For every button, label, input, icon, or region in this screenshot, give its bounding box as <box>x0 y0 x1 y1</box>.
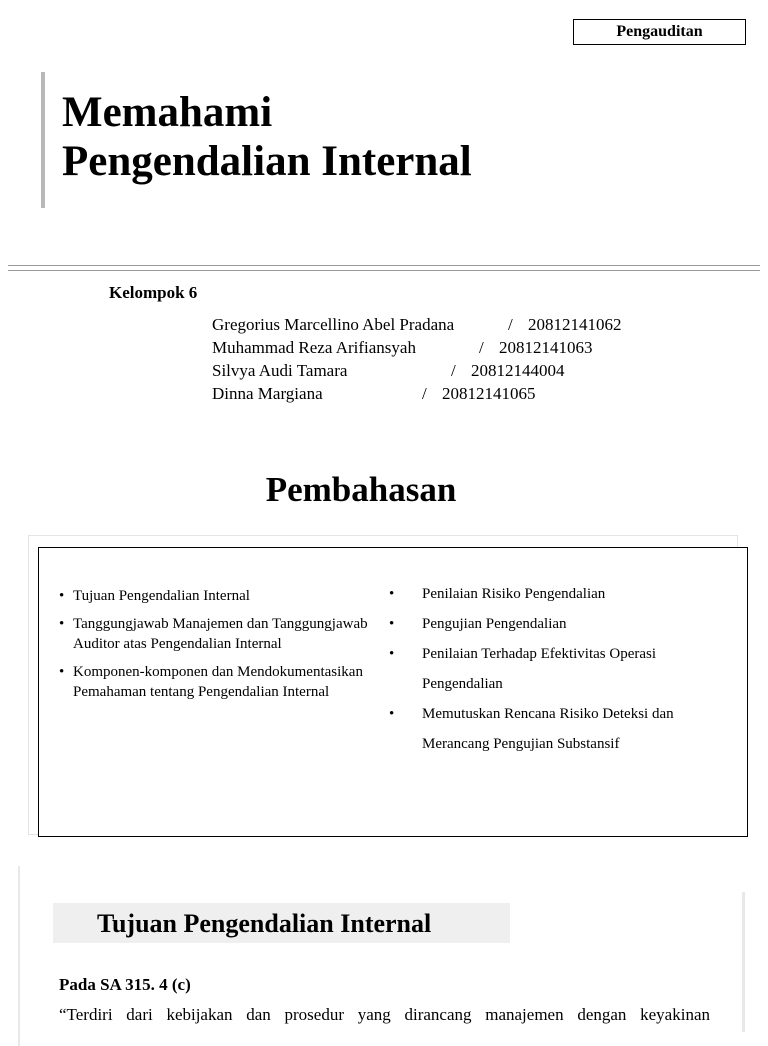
member-row <box>212 313 622 336</box>
member-name: Muhammad Reza Arifiansyah <box>212 338 416 357</box>
member-separator: / <box>422 384 427 403</box>
member-row <box>212 336 593 359</box>
member-nim: 20812141063 <box>499 338 593 357</box>
section-reference: Pada SA 315. 4 (c) <box>59 975 191 994</box>
toc-left-list <box>59 586 369 710</box>
toc-item-label: Komponen-komponen dan Mendokumentasikan Pemahaman tentang Pengendalian Internal <box>73 664 363 700</box>
bullet-icon: • <box>389 646 395 662</box>
cover-title <box>62 88 472 186</box>
section-quote: “Terdiri dari kebijakan dan prosedur yang dirancang manajemen dengan keyakinan <box>59 1005 710 1024</box>
toc-heading: Pembahasan <box>265 470 457 509</box>
bullet-icon: • <box>389 706 395 722</box>
toc-item <box>59 586 369 606</box>
member-row <box>212 382 536 405</box>
member-nim: 20812141065 <box>442 384 536 403</box>
member-name: Dinna Margiana <box>212 384 323 403</box>
section-title: Tujuan Pengendalian Internal <box>97 909 432 938</box>
bullet-icon: • <box>59 664 65 680</box>
slide-frame-edge <box>742 892 745 1032</box>
divider-line <box>8 270 760 271</box>
toc-item <box>389 699 729 759</box>
toc-item <box>59 614 369 654</box>
bullet-icon: • <box>59 616 65 632</box>
member-name: Gregorius Marcellino Abel Pradana <box>212 315 455 334</box>
bullet-icon: • <box>59 588 65 604</box>
toc-item <box>389 609 729 639</box>
toc-item <box>59 662 369 702</box>
cover-title-line2: Pengendalian Internal <box>62 138 472 185</box>
member-nim: 20812141062 <box>528 315 622 334</box>
member-list <box>212 313 622 405</box>
toc-box <box>38 547 748 837</box>
toc-item <box>389 579 729 609</box>
course-tag: Pengauditan <box>573 19 746 45</box>
member-separator: / <box>508 315 513 334</box>
member-separator: / <box>451 361 456 380</box>
toc-item-label: Penilaian Risiko Pengendalian <box>422 586 606 602</box>
bullet-icon: • <box>389 586 395 602</box>
toc-item-label: Pengujian Pengendalian <box>422 616 567 632</box>
cover-title-line1: Memahami <box>62 89 273 136</box>
bullet-icon: • <box>389 616 395 632</box>
toc-item-label: Memutuskan Rencana Risiko Deteksi dan Merancang Pengujian Substansif <box>422 706 674 752</box>
toc-item-label: Tanggungjawab Manajemen dan Tanggungjawab Auditor atas Pengendalian Internal <box>73 616 368 652</box>
toc-item-label: Tujuan Pengendalian Internal <box>73 588 250 604</box>
divider-line <box>8 265 760 266</box>
toc-item-label: Penilaian Terhadap Efektivitas Operasi Pengendalian <box>422 646 657 692</box>
group-label: Kelompok 6 <box>109 283 198 302</box>
member-row <box>212 359 565 382</box>
member-name: Silvya Audi Tamara <box>212 361 348 380</box>
title-accent-bar <box>41 72 45 208</box>
toc-right-list <box>389 579 729 759</box>
toc-item <box>389 639 729 699</box>
member-nim: 20812144004 <box>471 361 565 380</box>
member-separator: / <box>479 338 484 357</box>
